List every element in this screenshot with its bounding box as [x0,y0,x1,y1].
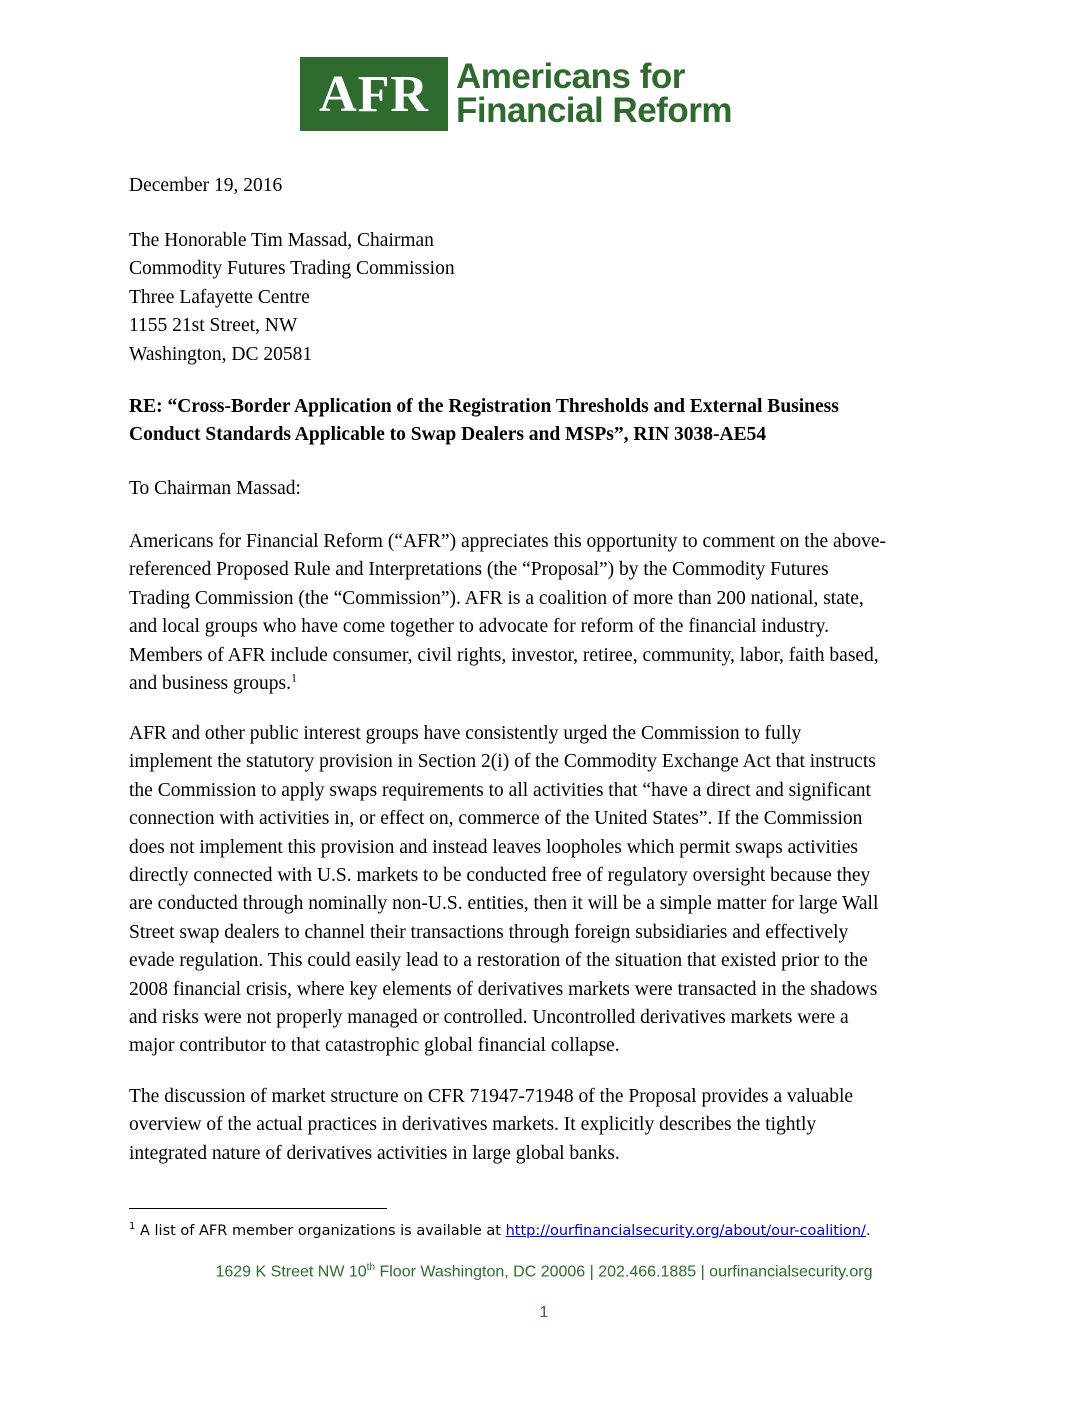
paragraph-line-last [129,670,959,698]
address-line: Three Lafayette Centre [129,286,310,308]
paragraph-line: the Commission to apply swaps requirements to all activities that “have a direct and significant [129,779,871,801]
address-line: Washington, DC 20581 [129,343,313,365]
subject-line-2: Conduct Standards Applicable to Swap Dealers and MSPs”, RIN 3038-AE54 [129,424,767,446]
address-line: The Honorable Tim Massad, Chairman [129,230,434,251]
paragraph-line: integrated nature of derivatives activities in large global banks. [129,1142,620,1164]
address-line: 1155 21st Street, NW [129,315,298,337]
logo-abbreviation: AFR [300,57,448,131]
paragraph-3 [129,1083,959,1168]
paragraph-line: overview of the actual practices in derivatives markets. It explicitly describes the tightly [129,1114,817,1136]
paragraph-line: does not implement this provision and instead leaves loopholes which permit swaps activities [129,836,858,858]
footnote-divider [129,1208,387,1209]
page-number: 1 [539,1304,549,1321]
paragraph-line: AFR and other public interest groups have consistently urged the Commission to fully [129,723,802,744]
coalition-link[interactable]: http://ourfinancialsecurity.org/about/our-coalition/ [505,1222,866,1239]
footnote-text: A list of AFR member organizations is available at [135,1222,506,1239]
footnote-end: . [865,1222,871,1239]
paragraph-line: directly connected with U.S. markets to be conducted free of regulatory oversight because they [129,865,871,887]
address-line: Commodity Futures Trading Commission [129,258,455,280]
footnote [129,1217,989,1241]
footer-address-part: 1629 K Street NW 10 [215,1263,367,1281]
paragraph-line: 2008 financial crisis, where key elements of derivatives markets were transacted in the shadows [129,978,878,1000]
recipient-address [129,227,959,369]
letter-date: December 19, 2016 [129,175,283,196]
paragraph-line: Trading Commission (the “Commission”). AFR is a coalition of more than 200 national, state, [129,587,864,609]
paragraph-1 [129,528,959,698]
paragraph-line: implement the statutory provision in Section 2(i) of the Commodity Exchange Act that instructs [129,751,876,773]
footnote-number: 1 [129,1221,136,1232]
paragraph-line: are conducted through nominally non-U.S. entities, then it will be a simple matter for large Wall [129,893,879,915]
paragraph-line: and risks were not properly managed or controlled. Uncontrolled derivatives markets were a [129,1007,849,1029]
paragraph-2 [129,720,959,1061]
paragraph-line: and local groups who have come together to advocate for reform of the financial industry. [129,616,829,638]
logo-wordmark [456,57,732,130]
footnote-reference: 1 [290,670,297,685]
paragraph-line: referenced Proposed Rule and Interpretations (the “Proposal”) by the Commodity Futures [129,559,829,581]
paragraph-line: evade regulation. This could easily lead to a restoration of the situation that existed prior to the [129,950,868,972]
footer-address-part: Floor Washington, DC 20006 | 202.466.1885 | ourfinancialsecurity.org [375,1263,873,1281]
paragraph-line: major contributor to that catastrophic global financial collapse. [129,1035,620,1057]
subject-line-1: RE: “Cross-Border Application of the Registration Thresholds and External Business [129,396,839,417]
paragraph-line: The discussion of market structure on CFR 71947-71948 of the Proposal provides a valuable [129,1086,854,1107]
afr-logo [300,57,732,131]
paragraph-line: connection with activities in, or effect on, commerce of the United States”. If the Commission [129,808,863,830]
footer-address-superscript: th [366,1262,376,1273]
logo-line-1: Americans for [456,57,685,96]
footer-address [0,1262,1088,1281]
paragraph-line: Members of AFR include consumer, civil rights, investor, retiree, community, labor, faith based, [129,644,879,666]
subject-line [129,393,959,450]
paragraph-line-text: and business groups. [129,673,291,695]
salutation: To Chairman Massad: [129,478,301,499]
paragraph-line: Americans for Financial Reform (“AFR”) appreciates this opportunity to comment on the above- [129,531,887,552]
logo-line-2: Financial Reform [456,91,732,130]
paragraph-line: Street swap dealers to channel their transactions through foreign subsidiaries and effectively [129,921,849,943]
